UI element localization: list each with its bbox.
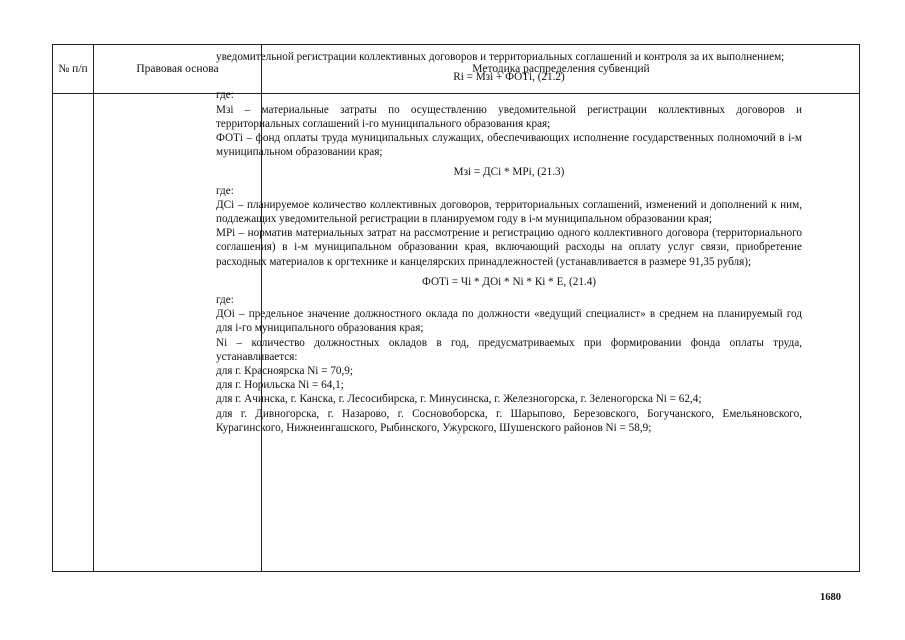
header-legal-basis: Правовая основа <box>136 62 219 75</box>
ni-norilsk: для г. Норильска Ni = 64,1; <box>216 379 344 392</box>
definition-doi: ДОi – предельное значение должностного оклада по должности «ведущий специалист» в среднем на планируемый год для i-го муниципального образования края; <box>216 308 802 335</box>
where-label: где: <box>216 89 234 102</box>
intro-paragraph: уведомительной регистрации коллективных договоров и территориальных соглашений и контроля за их выполнением; <box>216 51 785 63</box>
formula-21-3: Мзi = ДСi * МРi, (21.3) <box>453 166 565 179</box>
formula-21-2: Ri = Мзi + ФОТi, (21.2) <box>453 71 565 84</box>
definition-foti: ФОТi – фонд оплаты труда муниципальных служащих, обеспечивающих исполнение государственных полномочий в i-м муниципальном образовании края; <box>216 132 802 159</box>
ni-krasnoyarsk: для г. Красноярска Ni = 70,9; <box>216 365 354 378</box>
header-methodology: Методика распределения субвенций <box>472 62 650 75</box>
where-label: где: <box>216 294 234 307</box>
definition-ni: Ni – количество должностных окладов в год, предусматриваемых при формировании фонда оплаты труда, устанавливается: <box>216 336 802 363</box>
definition-dsi: ДСi – планируемое количество коллективных договоров, территориальных соглашений, изменений и дополнений к ним, подлежащих уведомительной регистрации в планируемом году в i-м муниципальном образовании края; <box>216 198 802 226</box>
where-label: где: <box>216 184 234 197</box>
ni-group-2: для г. Дивногорска, г. Назарово, г. Сосновоборска, г. Шарыпово, Березовского, Богучанского, Емельяновского, Курагинского, Нижнеингашского, Рыбинского, Ужурского, Шушенского районов Ni = 58,9; <box>216 407 802 434</box>
column-divider <box>93 45 94 571</box>
methodology-text <box>216 50 802 435</box>
page-number: 1680 <box>820 592 841 603</box>
definition-mzi: Мзi – материальные затраты по осуществлению уведомительной регистрации коллективных договоров и территориальных соглашений i-го муниципального образования края; <box>216 103 802 130</box>
formula-21-4: ФОТi = Чi * ДОi * Ni * Кi * Е, (21.4) <box>421 275 597 288</box>
header-number: № п/п <box>58 62 88 75</box>
definition-mri: МРi – норматив материальных затрат на рассмотрение и регистрацию одного коллективного договора (территориального соглашения) в i-м муниципальном образовании края, включающий расходы на оплату услуг связи, приобретение расходных материалов к оргтехнике и канцелярских принадлежностей (устанавливается в размере 91,35 рубля); <box>216 227 802 268</box>
ni-group-1: для г. Ачинска, г. Канска, г. Лесосибирска, г. Минусинска, г. Железногорска, г. Зеленогорска Ni = 62,4; <box>216 393 702 406</box>
